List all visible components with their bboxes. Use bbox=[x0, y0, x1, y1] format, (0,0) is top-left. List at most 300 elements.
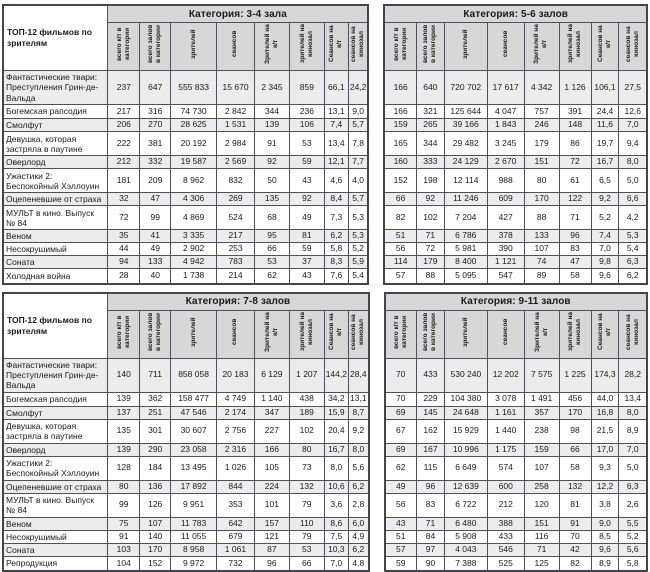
stat-cell: 4 749 bbox=[217, 392, 255, 406]
stat-cell: 555 833 bbox=[171, 71, 217, 105]
stat-cell: 104 bbox=[108, 556, 140, 571]
stat-cell: 47 546 bbox=[171, 406, 217, 419]
stat-cell: 1 440 bbox=[487, 419, 524, 443]
stat-cell: 110 bbox=[289, 517, 324, 530]
stat-cell: 59 bbox=[289, 243, 324, 256]
stat-cell: 132 bbox=[289, 480, 324, 493]
stat-cell: 49 bbox=[385, 480, 417, 493]
stat-cell: 222 bbox=[108, 132, 140, 156]
stat-cell: 2 569 bbox=[217, 156, 255, 169]
stat-cell: 198 bbox=[416, 169, 444, 193]
stat-cell: 105 bbox=[254, 456, 289, 480]
stats-table bbox=[384, 292, 648, 572]
column-header-3 bbox=[171, 23, 217, 71]
column-header-7 bbox=[591, 23, 619, 71]
stat-cell: 2 316 bbox=[217, 443, 255, 456]
stat-cell: 70 bbox=[385, 358, 417, 392]
stat-cell: 647 bbox=[140, 71, 171, 105]
film-row bbox=[385, 480, 647, 493]
column-header-8 bbox=[619, 23, 647, 71]
header-row-columns bbox=[385, 310, 647, 358]
stat-cell: 6 722 bbox=[444, 493, 487, 517]
film-row bbox=[385, 543, 647, 556]
stat-cell: 6 786 bbox=[444, 230, 487, 243]
stat-cell: 390 bbox=[487, 243, 524, 256]
stat-cell: 72 bbox=[108, 206, 140, 230]
column-header-label: сеансов на кинозал bbox=[624, 313, 640, 350]
film-row bbox=[384, 71, 647, 105]
column-header-5 bbox=[254, 310, 289, 358]
stat-cell: 12 202 bbox=[487, 358, 524, 392]
stat-cell: 4,9 bbox=[348, 530, 368, 543]
stat-cell: 126 bbox=[140, 493, 171, 517]
stat-cell: 71 bbox=[524, 543, 559, 556]
stat-cell: 5 095 bbox=[444, 269, 487, 284]
column-header-7 bbox=[591, 310, 619, 358]
stat-cell: 8,4 bbox=[324, 193, 348, 206]
stat-cell: 24,4 bbox=[591, 105, 619, 119]
column-header-label: зрителей на кинозал bbox=[298, 24, 314, 64]
stat-cell: 547 bbox=[487, 269, 524, 284]
stat-cell: 3 335 bbox=[171, 230, 217, 243]
stat-cell: 140 bbox=[108, 358, 140, 392]
stat-cell: 8,0 bbox=[619, 406, 647, 419]
column-header-4 bbox=[487, 310, 524, 358]
stat-cell: 290 bbox=[140, 443, 171, 456]
film-row bbox=[3, 230, 368, 243]
stat-cell: 27,5 bbox=[619, 71, 647, 105]
film-name-cell: Ужастики 2: Беспокойный Хэллоуин bbox=[3, 169, 108, 193]
stat-cell: 7 204 bbox=[444, 206, 487, 230]
column-header-6 bbox=[289, 310, 324, 358]
stat-cell: 4,6 bbox=[324, 169, 348, 193]
film-row bbox=[384, 119, 647, 132]
stat-cell: 8,7 bbox=[348, 406, 368, 419]
stat-cell: 8,5 bbox=[591, 530, 619, 543]
stat-cell: 640 bbox=[416, 71, 444, 105]
column-header-5 bbox=[524, 310, 559, 358]
stat-cell: 87 bbox=[254, 543, 289, 556]
stat-cell: 139 bbox=[255, 119, 290, 132]
stat-cell: 80 bbox=[108, 480, 140, 493]
stat-cell: 102 bbox=[289, 419, 324, 443]
film-row bbox=[384, 206, 647, 230]
stat-cell: 70 bbox=[385, 392, 417, 406]
stat-cell: 4 306 bbox=[171, 193, 217, 206]
stat-cell: 258 bbox=[524, 480, 559, 493]
stat-cell: 212 bbox=[487, 493, 524, 517]
stat-cell: 86 bbox=[559, 132, 591, 156]
stat-cell: 5,7 bbox=[348, 119, 368, 132]
table-group-bottom bbox=[2, 292, 648, 572]
stat-cell: 57 bbox=[385, 543, 417, 556]
film-name-cell: Ужастики 2: Беспокойный Хэллоуин bbox=[3, 456, 108, 480]
stat-cell: 189 bbox=[289, 406, 324, 419]
column-header-4 bbox=[217, 23, 255, 71]
column-header-7 bbox=[324, 310, 348, 358]
stat-cell: 139 bbox=[108, 392, 140, 406]
stats-table bbox=[383, 4, 648, 285]
film-row bbox=[385, 530, 647, 543]
column-header-1 bbox=[108, 23, 140, 71]
stat-cell: 574 bbox=[487, 456, 524, 480]
stat-cell: 5,4 bbox=[348, 269, 368, 284]
film-name-cell: Фантастические твари: Преступления Грин-де-Вальда bbox=[3, 358, 108, 392]
stat-cell: 139 bbox=[108, 443, 140, 456]
stat-cell: 2 902 bbox=[171, 243, 217, 256]
stat-cell: 1 126 bbox=[559, 71, 591, 105]
stat-cell: 53 bbox=[289, 543, 324, 556]
stat-cell: 2 842 bbox=[217, 105, 255, 119]
film-row bbox=[3, 269, 368, 284]
stat-cell: 8 400 bbox=[444, 256, 487, 269]
stat-cell: 546 bbox=[487, 543, 524, 556]
stat-cell: 121 bbox=[254, 530, 289, 543]
stat-cell: 600 bbox=[487, 480, 524, 493]
stat-cell: 321 bbox=[416, 105, 444, 119]
stat-cell: 96 bbox=[559, 230, 591, 243]
stat-cell: 217 bbox=[108, 105, 140, 119]
film-row bbox=[384, 269, 647, 284]
film-row bbox=[385, 406, 647, 419]
stat-cell: 80 bbox=[524, 169, 559, 193]
stat-cell: 135 bbox=[255, 193, 290, 206]
stat-cell: 66 bbox=[559, 443, 591, 456]
film-row bbox=[3, 358, 369, 392]
column-header-label: сеансов на кинозал bbox=[350, 313, 366, 350]
stat-cell: 16,7 bbox=[324, 443, 348, 456]
column-header-1 bbox=[384, 23, 416, 71]
stat-cell: 9,8 bbox=[591, 256, 619, 269]
stat-cell: 59 bbox=[385, 556, 417, 571]
stat-cell: 5,4 bbox=[619, 243, 647, 256]
film-name-cell: Фантастические твари: Преступления Грин-де-Вальда bbox=[3, 71, 108, 105]
stat-cell: 82 bbox=[384, 206, 416, 230]
stat-cell: 16,7 bbox=[591, 156, 619, 169]
stat-cell: 4 942 bbox=[171, 256, 217, 269]
stat-cell: 8,0 bbox=[619, 156, 647, 169]
film-name-cell: Оверлорд bbox=[3, 443, 108, 456]
stat-cell: 92 bbox=[416, 193, 444, 206]
stat-cell: 4 869 bbox=[171, 206, 217, 230]
column-header-6 bbox=[559, 310, 591, 358]
column-header-label: зрителей bbox=[189, 29, 197, 59]
stat-cell: 12 639 bbox=[444, 480, 487, 493]
film-row bbox=[385, 556, 647, 571]
column-header-label: зрителей на кинозал bbox=[298, 312, 314, 352]
column-header-label: всего залов в категории bbox=[422, 24, 438, 64]
column-header-2 bbox=[416, 23, 444, 71]
stat-cell: 5,3 bbox=[348, 230, 368, 243]
stat-cell: 116 bbox=[524, 530, 559, 543]
stat-cell: 158 477 bbox=[171, 392, 217, 406]
film-row bbox=[384, 132, 647, 156]
stat-cell: 66 bbox=[384, 193, 416, 206]
stat-cell: 88 bbox=[524, 206, 559, 230]
stat-cell: 1 161 bbox=[487, 406, 524, 419]
stat-cell: 270 bbox=[140, 119, 171, 132]
stat-cell: 391 bbox=[559, 105, 591, 119]
stat-cell: 1 175 bbox=[487, 443, 524, 456]
stat-cell: 6,0 bbox=[348, 517, 368, 530]
header-row-columns bbox=[384, 23, 647, 71]
stat-cell: 97 bbox=[416, 543, 444, 556]
film-row bbox=[3, 543, 369, 556]
stat-cell: 84 bbox=[416, 530, 444, 543]
stat-cell: 53 bbox=[289, 132, 324, 156]
column-header-5 bbox=[524, 23, 559, 71]
column-header-label: зрителей на кинозал bbox=[566, 24, 583, 64]
stat-cell: 344 bbox=[255, 105, 290, 119]
stat-cell: 136 bbox=[140, 480, 171, 493]
stat-cell: 20,4 bbox=[324, 419, 348, 443]
stat-cell: 15 929 bbox=[444, 419, 487, 443]
stat-cell: 679 bbox=[217, 530, 255, 543]
stat-cell: 30 607 bbox=[171, 419, 217, 443]
stat-cell: 6,6 bbox=[619, 193, 647, 206]
stat-cell: 6,2 bbox=[619, 269, 647, 284]
stat-cell: 151 bbox=[524, 156, 559, 169]
column-header-label: Сеансов на к/т bbox=[328, 313, 344, 350]
stat-cell: 238 bbox=[524, 419, 559, 443]
stat-cell: 107 bbox=[524, 243, 559, 256]
column-header-label: всего залов в категории bbox=[147, 312, 163, 351]
header-row-category bbox=[3, 5, 368, 23]
stat-cell: 20 183 bbox=[217, 358, 255, 392]
stat-cell: 107 bbox=[524, 456, 559, 480]
stat-cell: 58 bbox=[559, 456, 591, 480]
stat-cell: 94 bbox=[108, 256, 140, 269]
stat-cell: 69 bbox=[385, 443, 417, 456]
stat-cell: 858 058 bbox=[171, 358, 217, 392]
stat-cell: 81 bbox=[559, 493, 591, 517]
film-name-cell: Оверлорд bbox=[3, 156, 108, 169]
stat-cell: 9,3 bbox=[591, 456, 619, 480]
column-header-label: сеансов bbox=[501, 318, 509, 345]
stat-cell: 75 bbox=[108, 517, 140, 530]
stat-cell: 151 bbox=[524, 517, 559, 530]
stat-cell: 5,2 bbox=[348, 243, 368, 256]
stat-cell: 832 bbox=[217, 169, 255, 193]
stat-cell: 73 bbox=[289, 456, 324, 480]
film-name-cell: Репродукция bbox=[3, 556, 108, 571]
stat-cell: 11 783 bbox=[171, 517, 217, 530]
film-name-cell: Богемская рапсодия bbox=[3, 105, 108, 119]
stat-cell: 13,1 bbox=[348, 392, 368, 406]
column-header-label: Сеансов на к/т bbox=[328, 25, 344, 63]
film-row bbox=[3, 517, 369, 530]
stat-cell: 332 bbox=[140, 156, 171, 169]
header-row-category bbox=[384, 5, 647, 23]
stat-cell: 157 bbox=[254, 517, 289, 530]
stat-cell: 433 bbox=[487, 530, 524, 543]
stat-cell: 217 bbox=[217, 230, 255, 243]
stat-cell: 74 730 bbox=[171, 105, 217, 119]
stat-cell: 170 bbox=[559, 406, 591, 419]
film-row bbox=[3, 493, 369, 517]
stat-cell: 66 bbox=[255, 243, 290, 256]
stat-cell: 47 bbox=[559, 256, 591, 269]
category-title: Категория: 5-6 залов bbox=[384, 5, 647, 23]
stat-cell: 42 bbox=[559, 543, 591, 556]
stat-cell: 24 129 bbox=[444, 156, 487, 169]
stat-cell: 43 bbox=[289, 169, 324, 193]
header-row-category bbox=[3, 293, 369, 311]
stat-cell: 137 bbox=[108, 406, 140, 419]
stat-cell: 98 bbox=[559, 419, 591, 443]
stat-cell: 1 026 bbox=[217, 456, 255, 480]
stat-cell: 59 bbox=[289, 156, 324, 169]
stat-cell: 8,6 bbox=[324, 517, 348, 530]
column-header-label: всего к/т в категории bbox=[115, 314, 131, 349]
stat-cell: 106,1 bbox=[591, 71, 619, 105]
stat-cell: 50 bbox=[255, 169, 290, 193]
stat-cell: 524 bbox=[217, 206, 255, 230]
column-header-label: сеансов на кинозал bbox=[624, 26, 640, 62]
stat-cell: 6,2 bbox=[348, 480, 368, 493]
stat-cell: 2 756 bbox=[217, 419, 255, 443]
column-header-label: зрителей bbox=[189, 316, 197, 347]
stat-cell: 8,3 bbox=[324, 256, 348, 269]
stat-cell: 174,3 bbox=[591, 358, 619, 392]
stat-cell: 642 bbox=[217, 517, 255, 530]
stat-cell: 357 bbox=[524, 406, 559, 419]
stat-cell: 69 bbox=[385, 406, 417, 419]
category-title: Категория: 7-8 залов bbox=[108, 293, 369, 311]
stat-cell: 783 bbox=[217, 256, 255, 269]
film-row bbox=[384, 243, 647, 256]
column-header-label: сеансов bbox=[231, 30, 239, 58]
stat-cell: 145 bbox=[416, 406, 444, 419]
stat-cell: 2,8 bbox=[348, 493, 368, 517]
stat-cell: 41 bbox=[140, 230, 171, 243]
stat-cell: 609 bbox=[487, 193, 524, 206]
stat-cell: 62 bbox=[255, 269, 290, 284]
stat-cell: 844 bbox=[217, 480, 255, 493]
stat-cell: 720 702 bbox=[444, 71, 487, 105]
stat-cell: 8,0 bbox=[324, 456, 348, 480]
stat-cell: 711 bbox=[140, 358, 171, 392]
stat-cell: 381 bbox=[140, 132, 171, 156]
film-name-cell: Оцепеневшие от страха bbox=[3, 193, 108, 206]
stat-cell: 57 bbox=[384, 269, 416, 284]
stat-cell: 165 bbox=[384, 132, 416, 156]
stat-cell: 89 bbox=[524, 269, 559, 284]
stat-cell: 47 bbox=[140, 193, 171, 206]
column-header-1 bbox=[385, 310, 417, 358]
stat-cell: 148 bbox=[559, 119, 591, 132]
stat-cell: 19 587 bbox=[171, 156, 217, 169]
stat-cell: 80 bbox=[289, 443, 324, 456]
film-name-cell: Оцепеневшие от страха bbox=[3, 480, 108, 493]
film-row bbox=[3, 206, 368, 230]
stat-cell: 56 bbox=[385, 493, 417, 517]
stat-cell: 301 bbox=[140, 419, 171, 443]
stat-cell: 9 951 bbox=[171, 493, 217, 517]
stat-cell: 11 246 bbox=[444, 193, 487, 206]
stat-cell: 1 207 bbox=[289, 358, 324, 392]
stat-cell: 71 bbox=[559, 206, 591, 230]
stat-cell: 1 738 bbox=[171, 269, 217, 284]
film-row bbox=[3, 480, 369, 493]
stat-cell: 9,6 bbox=[591, 269, 619, 284]
column-header-3 bbox=[171, 310, 217, 358]
film-name-cell: Соната bbox=[3, 256, 108, 269]
table-group-top bbox=[2, 4, 648, 285]
stat-cell: 49 bbox=[140, 243, 171, 256]
stat-cell: 120 bbox=[524, 493, 559, 517]
stat-cell: 5,3 bbox=[619, 230, 647, 243]
column-header-6 bbox=[559, 23, 591, 71]
stat-cell: 91 bbox=[108, 530, 140, 543]
film-row bbox=[3, 392, 369, 406]
stat-cell: 91 bbox=[559, 517, 591, 530]
stat-cell: 269 bbox=[217, 193, 255, 206]
stat-cell: 214 bbox=[217, 269, 255, 284]
films-stats-table bbox=[2, 292, 370, 572]
column-header-label: всего к/т в категории bbox=[392, 314, 408, 349]
column-header-label: Зрителей на к/т bbox=[533, 311, 549, 352]
stat-cell: 114 bbox=[384, 256, 416, 269]
stat-cell: 34,2 bbox=[324, 392, 348, 406]
stat-cell: 8,0 bbox=[348, 443, 368, 456]
stat-cell: 96 bbox=[254, 556, 289, 571]
stat-cell: 20 192 bbox=[171, 132, 217, 156]
stat-cell: 12,2 bbox=[591, 480, 619, 493]
column-header-label: Сеансов на к/т bbox=[596, 313, 612, 350]
stat-cell: 17 617 bbox=[487, 71, 524, 105]
stat-cell: 56 bbox=[384, 243, 416, 256]
stat-cell: 70 bbox=[559, 530, 591, 543]
stat-cell: 7,8 bbox=[348, 132, 368, 156]
film-name-cell: Несокрушимый bbox=[3, 530, 108, 543]
stat-cell: 7,0 bbox=[619, 119, 647, 132]
stat-cell: 68 bbox=[255, 206, 290, 230]
stat-cell: 162 bbox=[416, 419, 444, 443]
column-header-label: сеансов bbox=[501, 30, 509, 58]
stat-cell: 433 bbox=[416, 358, 444, 392]
stat-cell: 9,2 bbox=[591, 193, 619, 206]
stat-cell: 184 bbox=[140, 456, 171, 480]
stat-cell: 122 bbox=[559, 193, 591, 206]
film-name-cell: МУЛЬТ в кино. Выпуск № 84 bbox=[3, 206, 108, 230]
stat-cell: 170 bbox=[140, 543, 171, 556]
film-row bbox=[3, 105, 368, 119]
stat-cell: 82 bbox=[559, 556, 591, 571]
film-row bbox=[385, 456, 647, 480]
stat-cell: 246 bbox=[524, 119, 559, 132]
stat-cell: 140 bbox=[140, 530, 171, 543]
stat-cell: 133 bbox=[140, 256, 171, 269]
film-row bbox=[3, 71, 368, 105]
film-row bbox=[3, 530, 369, 543]
table-slot-category-3-4 bbox=[2, 4, 369, 285]
stat-cell: 4,8 bbox=[348, 556, 368, 571]
stat-cell: 8 958 bbox=[171, 543, 217, 556]
film-row bbox=[384, 256, 647, 269]
stat-cell: 438 bbox=[289, 392, 324, 406]
stat-cell: 13,1 bbox=[324, 105, 348, 119]
film-row bbox=[3, 119, 368, 132]
film-row bbox=[3, 193, 368, 206]
stat-cell: 7,0 bbox=[619, 443, 647, 456]
film-row bbox=[3, 243, 368, 256]
stat-cell: 51 bbox=[385, 530, 417, 543]
stat-cell: 15,9 bbox=[324, 406, 348, 419]
stat-cell: 5,9 bbox=[348, 256, 368, 269]
stat-cell: 43 bbox=[385, 517, 417, 530]
column-header-label: всего к/т в категории bbox=[115, 27, 131, 61]
